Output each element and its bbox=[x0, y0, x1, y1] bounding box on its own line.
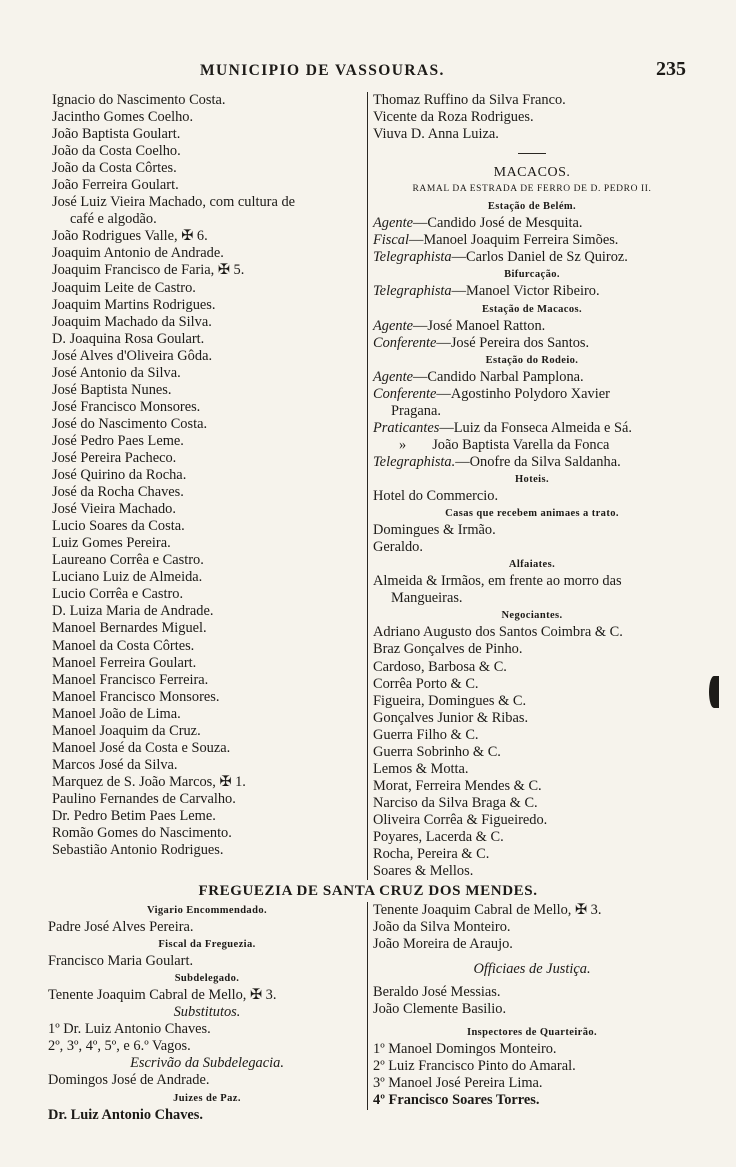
list-item: Laureano Corrêa e Castro. bbox=[52, 552, 204, 569]
list-item: José do Nascimento Costa. bbox=[52, 415, 208, 432]
list-item: Paulino Fernandes de Carvalho. bbox=[52, 790, 236, 807]
list-item: João da Costa Côrtes. bbox=[52, 160, 177, 177]
list-item: Manoel Francisco Ferreira. bbox=[52, 671, 209, 688]
list-item: José Pedro Paes Leme. bbox=[52, 432, 184, 449]
list-item: 2º Luiz Francisco Pinto do Amaral. bbox=[373, 1058, 576, 1075]
list-item: Adriano Augusto dos Santos Coimbra & C. bbox=[373, 624, 623, 641]
staff-line bbox=[373, 386, 691, 403]
railway-branch: RAMAL DA ESTRADA DE FERRO DE D. PEDRO II. bbox=[412, 184, 652, 195]
staff-line bbox=[373, 215, 691, 232]
list-item-continued: Mangueiras. bbox=[391, 590, 463, 607]
station-heading: Bifurcação. bbox=[504, 269, 560, 281]
list-item: Geraldo. bbox=[373, 539, 423, 556]
list-item: Ignacio do Nascimento Costa. bbox=[52, 92, 226, 108]
staff-name: —Carlos Daniel de Sz Quiroz. bbox=[451, 249, 628, 266]
list-item: 1º Manoel Domingos Monteiro. bbox=[373, 1041, 557, 1058]
left-column-top bbox=[52, 92, 370, 859]
list-item: Thomaz Ruffino da Silva Franco. bbox=[373, 92, 566, 108]
staff-name: —José Pereira dos Santos. bbox=[436, 334, 590, 351]
list-item: 1º Dr. Luiz Antonio Chaves. bbox=[48, 1021, 211, 1038]
staff-name: —Candido Narbal Pamplona. bbox=[412, 368, 584, 385]
staff-line bbox=[373, 420, 691, 437]
role-label: Conferente bbox=[373, 334, 437, 351]
list-item: Dr. Pedro Betim Paes Leme. bbox=[52, 807, 216, 824]
list-item: Lucio Corrêa e Castro. bbox=[52, 586, 184, 603]
list-item: Vicente da Roza Rodrigues. bbox=[373, 109, 534, 126]
list-item: Romão Gomes do Nascimento. bbox=[52, 825, 232, 842]
staff-line bbox=[373, 249, 691, 266]
heading-substitutos: Substitutos. bbox=[173, 1004, 241, 1021]
staff-line bbox=[373, 283, 691, 300]
section-heading-hoteis: Hoteis. bbox=[514, 473, 549, 485]
list-item: Hotel do Commercio. bbox=[373, 488, 499, 505]
list-item: José da Rocha Chaves. bbox=[52, 484, 184, 501]
list-item: Poyares, Lacerda & C. bbox=[373, 828, 504, 845]
list-item: João Baptista Goulart. bbox=[52, 126, 181, 143]
list-item: Domingos José de Andrade. bbox=[48, 1072, 210, 1089]
station-heading: Estação do Rodeio. bbox=[485, 354, 579, 366]
role-label: Agente bbox=[373, 215, 413, 232]
list-item: Corrêa Porto & C. bbox=[373, 675, 479, 692]
role-label: Agente bbox=[373, 317, 413, 334]
staff-line-continued: Pragana. bbox=[391, 402, 441, 419]
heading-juizes: Juizes de Paz. bbox=[173, 1092, 241, 1104]
list-item: José Luiz Vieira Machado, com cultura de bbox=[52, 194, 296, 211]
list-item-continued: café e algodão. bbox=[70, 211, 157, 228]
list-item: José Francisco Monsores. bbox=[52, 398, 201, 415]
list-item: Manoel João de Lima. bbox=[52, 705, 181, 722]
list-item: Viuva D. Anna Luiza. bbox=[373, 126, 499, 143]
station-heading: Estação de Belém. bbox=[487, 201, 577, 213]
negociantes-list bbox=[373, 624, 691, 880]
left-column-bottom bbox=[48, 902, 366, 1124]
list-item: Luiz Gomes Pereira. bbox=[52, 535, 171, 552]
list-item: Braz Gonçalves de Pinho. bbox=[373, 641, 523, 658]
station-heading: Estação de Macacos. bbox=[481, 303, 583, 315]
staff-name: —Manoel Victor Ribeiro. bbox=[451, 283, 600, 300]
staff-line bbox=[373, 437, 691, 454]
list-item: Francisco Maria Goulart. bbox=[48, 953, 194, 970]
list-item: José Baptista Nunes. bbox=[52, 381, 172, 398]
section-title: FREGUEZIA DE SANTA CRUZ DOS MENDES. bbox=[198, 883, 538, 899]
list-item: João Rodrigues Valle, ✠ 6. bbox=[52, 228, 208, 245]
heading-escrivao: Escrivão da Subdelegacia. bbox=[130, 1055, 284, 1072]
list-item: João Moreira de Araujo. bbox=[373, 936, 513, 953]
staff-name: —Agostinho Polydoro Xavier bbox=[436, 385, 610, 402]
staff-line bbox=[373, 318, 691, 335]
list-item: Lemos & Motta. bbox=[373, 760, 469, 777]
list-item: Padre José Alves Pereira. bbox=[48, 919, 194, 936]
list-item: João da Costa Coelho. bbox=[52, 143, 181, 160]
list-item: Soares & Mellos. bbox=[373, 863, 474, 880]
list-item: Oliveira Corrêa & Figueiredo. bbox=[373, 811, 548, 828]
role-label: Telegraphista. bbox=[373, 453, 456, 470]
list-item: Jacintho Gomes Coelho. bbox=[52, 109, 194, 126]
list-item: Manoel Francisco Monsores. bbox=[52, 688, 220, 705]
page-number: 235 bbox=[656, 58, 686, 80]
list-item: Joaquim Leite de Castro. bbox=[52, 279, 196, 296]
role-label: Agente bbox=[373, 368, 413, 385]
list-item: Manoel da Costa Côrtes. bbox=[52, 637, 195, 654]
running-head bbox=[50, 58, 686, 84]
list-item: Guerra Sobrinho & C. bbox=[373, 743, 501, 760]
ditto-mark: » bbox=[399, 436, 407, 453]
heading-subdelegado: Subdelegado. bbox=[174, 973, 240, 985]
staff-line bbox=[373, 335, 691, 352]
list-item: Narciso da Silva Braga & C. bbox=[373, 794, 538, 811]
heading-inspectores: Inspectores de Quarteirão. bbox=[466, 1027, 598, 1039]
list-item: Luciano Luiz de Almeida. bbox=[52, 569, 203, 586]
staff-name: —Luiz da Fonseca Almeida e Sá. bbox=[439, 419, 632, 436]
list-item: Figueira, Domingues & C. bbox=[373, 692, 527, 709]
list-item: José Quirino da Rocha. bbox=[52, 467, 187, 484]
section-heading-alfaiates: Alfaiates. bbox=[508, 559, 556, 571]
list-item: Manoel Bernardes Miguel. bbox=[52, 620, 207, 637]
list-item: Rocha, Pereira & C. bbox=[373, 846, 490, 863]
list-item: D. Luiza Maria de Andrade. bbox=[52, 603, 214, 620]
list-item: 3º Manoel José Pereira Lima. bbox=[373, 1075, 543, 1092]
heading-macacos: MACACOS. bbox=[493, 165, 571, 181]
list-item: 4º Francisco Soares Torres. bbox=[373, 1092, 540, 1109]
list-item: Manoel José da Costa e Souza. bbox=[52, 739, 231, 756]
list-item: Beraldo José Messias. bbox=[373, 984, 501, 1001]
list-item: João Ferreira Goulart. bbox=[52, 177, 179, 194]
page-edge-mark bbox=[709, 676, 719, 708]
list-item: Tenente Joaquim Cabral de Mello, ✠ 3. bbox=[48, 987, 277, 1004]
list-item: Domingues & Irmão. bbox=[373, 522, 496, 539]
list-item: Dr. Luiz Antonio Chaves. bbox=[48, 1106, 203, 1123]
section-heading-casas: Casas que recebem animaes a trato. bbox=[445, 508, 619, 520]
heading-fiscal: Fiscal da Freguezia. bbox=[158, 939, 256, 951]
right-column-top bbox=[367, 92, 691, 880]
list-item: João Clemente Basilio. bbox=[373, 1001, 507, 1018]
list-item: Joaquim Machado da Silva. bbox=[52, 313, 212, 330]
list-item: José Antonio da Silva. bbox=[52, 364, 181, 381]
role-label: Telegraphista bbox=[373, 249, 452, 266]
role-label: Conferente bbox=[373, 385, 437, 402]
list-item: José Alves d'Oliveira Gôda. bbox=[52, 347, 213, 364]
list-item: Tenente Joaquim Cabral de Mello, ✠ 3. bbox=[373, 902, 602, 918]
list-item: Joaquim Antonio de Andrade. bbox=[52, 245, 224, 262]
staff-name: —José Manoel Ratton. bbox=[412, 317, 546, 334]
list-item: Manoel Joaquim da Cruz. bbox=[52, 722, 201, 739]
staff-name: —Onofre da Silva Saldanha. bbox=[455, 453, 621, 470]
staff-name: —Manoel Joaquim Ferreira Simões. bbox=[408, 232, 619, 249]
heading-officiaes: Officiaes de Justiça. bbox=[473, 961, 591, 978]
list-item: Sebastião Antonio Rodrigues. bbox=[52, 842, 224, 859]
staff-line bbox=[373, 232, 691, 249]
list-item: Joaquim Martins Rodrigues. bbox=[52, 296, 216, 313]
section-heading-negociantes: Negociantes. bbox=[501, 610, 563, 622]
role-label: Fiscal bbox=[373, 232, 409, 249]
divider bbox=[518, 153, 546, 154]
list-item: Marquez de S. João Marcos, ✠ 1. bbox=[52, 773, 246, 790]
running-head-title: MUNICIPIO DE VASSOURAS. bbox=[200, 62, 445, 79]
role-label: Telegraphista bbox=[373, 283, 452, 300]
staff-line bbox=[373, 454, 691, 471]
list-item: Cardoso, Barbosa & C. bbox=[373, 658, 507, 675]
staff-line bbox=[373, 369, 691, 386]
list-item: José Vieira Machado. bbox=[52, 501, 176, 518]
list-item: Gonçalves Junior & Ribas. bbox=[373, 709, 529, 726]
list-item: 2º, 3º, 4º, 5º, e 6.º Vagos. bbox=[48, 1038, 191, 1055]
right-column-bottom bbox=[367, 902, 691, 1110]
list-item: José Pereira Pacheco. bbox=[52, 449, 177, 466]
list-item: Marcos José da Silva. bbox=[52, 756, 178, 773]
staff-name: João Baptista Varella da Fonca bbox=[432, 436, 610, 453]
list-item: João da Silva Monteiro. bbox=[373, 919, 511, 936]
list-item: Almeida & Irmãos, em frente ao morro das bbox=[373, 573, 622, 590]
role-label: Praticantes bbox=[373, 419, 440, 436]
list-item: Guerra Filho & C. bbox=[373, 726, 479, 743]
list-item: Lucio Soares da Costa. bbox=[52, 518, 185, 535]
list-item: Manoel Ferreira Goulart. bbox=[52, 654, 197, 671]
heading-vigario: Vigario Encommendado. bbox=[146, 905, 267, 916]
list-item: Morat, Ferreira Mendes & C. bbox=[373, 777, 542, 794]
list-item: D. Joaquina Rosa Goulart. bbox=[52, 330, 205, 347]
list-item: Joaquim Francisco de Faria, ✠ 5. bbox=[52, 262, 245, 279]
staff-name: —Candido José de Mesquita. bbox=[412, 215, 583, 232]
